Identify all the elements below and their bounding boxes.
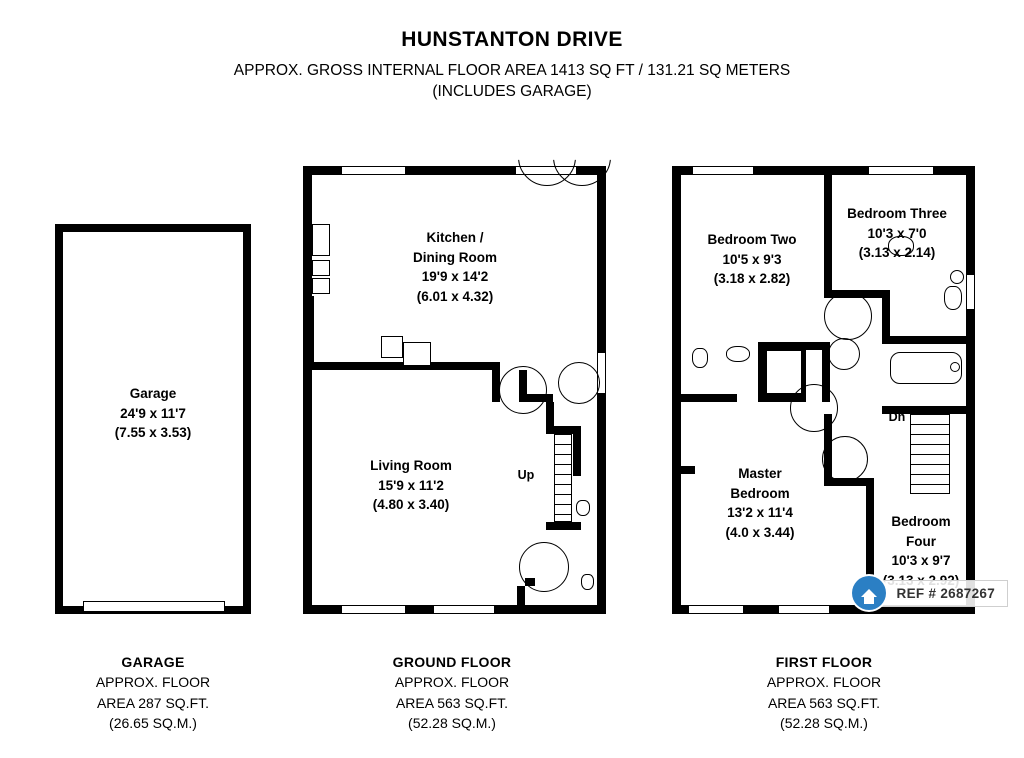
stair-tread bbox=[910, 424, 950, 425]
kitchen-appliance-icon-2 bbox=[312, 278, 330, 294]
kitchen-room-metric: (6.01 x 4.32) bbox=[416, 288, 494, 304]
wc-toilet-icon-2 bbox=[581, 574, 594, 590]
patio-door-arc-right bbox=[553, 128, 611, 186]
watermark bbox=[852, 576, 1008, 610]
bedroom-two-name: Bedroom Two bbox=[707, 232, 797, 247]
house-icon bbox=[852, 576, 886, 610]
stair-tread bbox=[554, 494, 572, 495]
stair-tread bbox=[910, 464, 950, 465]
stair-tread bbox=[910, 454, 950, 455]
garage-door bbox=[83, 601, 225, 612]
garage-caption-line-2: AREA 287 SQ.FT. bbox=[96, 694, 210, 711]
stair-tread bbox=[554, 464, 572, 465]
first-wall-bath-bottom bbox=[882, 336, 966, 344]
ground-floorplan bbox=[303, 166, 606, 614]
stair-tread bbox=[910, 444, 950, 445]
first-caption-line-3: (52.28 SQ.M.) bbox=[780, 714, 868, 731]
first-caption-line-2: AREA 563 SQ.FT. bbox=[767, 694, 881, 711]
ensuite-toilet-icon bbox=[692, 348, 708, 368]
stair-tread bbox=[910, 434, 950, 435]
garage-room-name: Garage bbox=[129, 386, 177, 401]
bedroom-three-imperial: 10'3 x 7'0 bbox=[867, 225, 927, 241]
ground-caption-line-1: APPROX. FLOOR bbox=[394, 674, 510, 691]
master-bedroom-imperial: 13'2 x 11'4 bbox=[727, 505, 793, 521]
garage-floorplan bbox=[55, 224, 251, 614]
first-floorplan bbox=[672, 166, 975, 614]
ground-caption-line-2: AREA 563 SQ.FT. bbox=[395, 694, 509, 711]
wc-toilet-icon bbox=[576, 500, 590, 516]
garage-caption bbox=[23, 652, 283, 733]
master-bedroom-name-1: Master bbox=[738, 466, 782, 481]
first-window-top-left bbox=[692, 166, 754, 175]
first-caption bbox=[694, 652, 954, 733]
ground-caption bbox=[322, 652, 582, 733]
stair-tread bbox=[554, 504, 572, 505]
first-wall-ensuite-left bbox=[758, 342, 766, 402]
kitchen-room-imperial: 19'9 x 14'2 bbox=[421, 269, 489, 285]
kitchen-room-name-1: Kitchen / bbox=[426, 230, 484, 245]
ground-window-bottom-right bbox=[433, 605, 495, 614]
ground-internal-wall-mid-stub bbox=[492, 362, 500, 402]
door-arc-bed3 bbox=[824, 292, 872, 340]
first-window-top-right bbox=[868, 166, 934, 175]
stair-tread bbox=[554, 454, 572, 455]
stair-tread bbox=[554, 444, 572, 445]
bath-plug-icon bbox=[950, 362, 960, 372]
ground-hall-wall-e bbox=[573, 426, 581, 476]
living-room-label bbox=[321, 456, 501, 515]
stairs-up-marker: Up bbox=[517, 468, 535, 482]
subtitle-line-2: (INCLUDES GARAGE) bbox=[432, 82, 592, 100]
kitchen-hob-icon-2 bbox=[403, 342, 431, 366]
master-bedroom-label bbox=[690, 464, 830, 542]
bedroom-two-metric: (3.18 x 2.82) bbox=[713, 271, 791, 287]
door-arc-bed2 bbox=[790, 384, 838, 432]
garage-room-imperial: 24'9 x 11'7 bbox=[120, 405, 186, 421]
bathroom-basin-icon bbox=[950, 270, 964, 284]
door-arc-cupboard bbox=[828, 338, 860, 370]
kitchen-fridge-icon bbox=[312, 224, 330, 256]
ensuite-sink-icon bbox=[726, 346, 750, 362]
garage-caption-title: GARAGE bbox=[121, 654, 185, 670]
kitchen-hob-icon bbox=[381, 336, 403, 358]
kitchen-room-label bbox=[365, 228, 545, 306]
bedroom-three-name: Bedroom Three bbox=[847, 206, 947, 221]
garage-caption-line-1: APPROX. FLOOR bbox=[95, 674, 211, 691]
subtitle-line-1: APPROX. GROSS INTERNAL FLOOR AREA 1413 SQ FT / 131.21 SQ METERS bbox=[233, 62, 791, 79]
page-title: HUNSTANTON DRIVE bbox=[401, 28, 623, 51]
stair-tread bbox=[554, 514, 572, 515]
first-window-bottom-right bbox=[778, 605, 830, 614]
ground-window-top-left bbox=[341, 166, 406, 175]
first-caption-title: FIRST FLOOR bbox=[775, 654, 873, 670]
first-window-bottom-left bbox=[688, 605, 744, 614]
ground-wall-left bbox=[303, 166, 312, 614]
bathroom-toilet-icon bbox=[944, 286, 962, 310]
bedroom-two-imperial: 10'5 x 9'3 bbox=[722, 251, 782, 267]
bedroom-three-label bbox=[827, 204, 967, 263]
ground-hall-wall-g bbox=[517, 586, 525, 614]
stair-tread bbox=[910, 474, 950, 475]
door-arc-hall-front bbox=[519, 542, 569, 592]
bedroom-four-imperial: 10'3 x 9'7 bbox=[891, 553, 951, 569]
kitchen-appliance-icon bbox=[312, 260, 330, 276]
plan-header bbox=[0, 28, 1024, 103]
garage-caption-line-3: (26.65 SQ.M.) bbox=[109, 714, 197, 731]
ground-staircase bbox=[554, 434, 572, 522]
stair-tread bbox=[554, 484, 572, 485]
living-room-metric: (4.80 x 3.40) bbox=[372, 497, 450, 513]
bedroom-three-metric: (3.13 x 2.14) bbox=[858, 245, 936, 261]
stairs-down-marker: Dn bbox=[888, 410, 906, 424]
bedroom-four-name-1: Bedroom bbox=[891, 514, 951, 529]
ground-caption-line-3: (52.28 SQ.M.) bbox=[408, 714, 496, 731]
ground-caption-title: GROUND FLOOR bbox=[392, 654, 512, 670]
living-room-name: Living Room bbox=[370, 458, 452, 473]
bedroom-four-name-2: Four bbox=[906, 533, 936, 549]
stair-tread bbox=[554, 474, 572, 475]
bedroom-two-label bbox=[680, 230, 824, 289]
stair-tread bbox=[910, 484, 950, 485]
ground-window-bottom-left bbox=[341, 605, 406, 614]
first-window-right bbox=[966, 274, 975, 310]
watermark-reference: REF # 2687267 bbox=[878, 580, 1008, 607]
first-caption-line-1: APPROX. FLOOR bbox=[766, 674, 882, 691]
living-room-imperial: 15'9 x 11'2 bbox=[378, 477, 444, 493]
kitchen-counter-edge bbox=[312, 296, 314, 362]
garage-room-metric: (7.55 x 3.53) bbox=[114, 425, 192, 441]
first-wall-landing-left bbox=[681, 394, 737, 402]
master-bedroom-metric: (4.0 x 3.44) bbox=[725, 524, 795, 540]
ground-hall-wall-f bbox=[546, 522, 581, 530]
kitchen-room-name-2: Dining Room bbox=[413, 249, 497, 265]
shower-tray-icon bbox=[766, 350, 802, 394]
page-subtitle bbox=[0, 61, 1024, 103]
garage-room-label bbox=[71, 384, 235, 443]
door-arc-porch bbox=[558, 362, 600, 404]
door-arc-kitchen-hall bbox=[499, 366, 547, 414]
master-bedroom-name-2: Bedroom bbox=[730, 485, 790, 501]
